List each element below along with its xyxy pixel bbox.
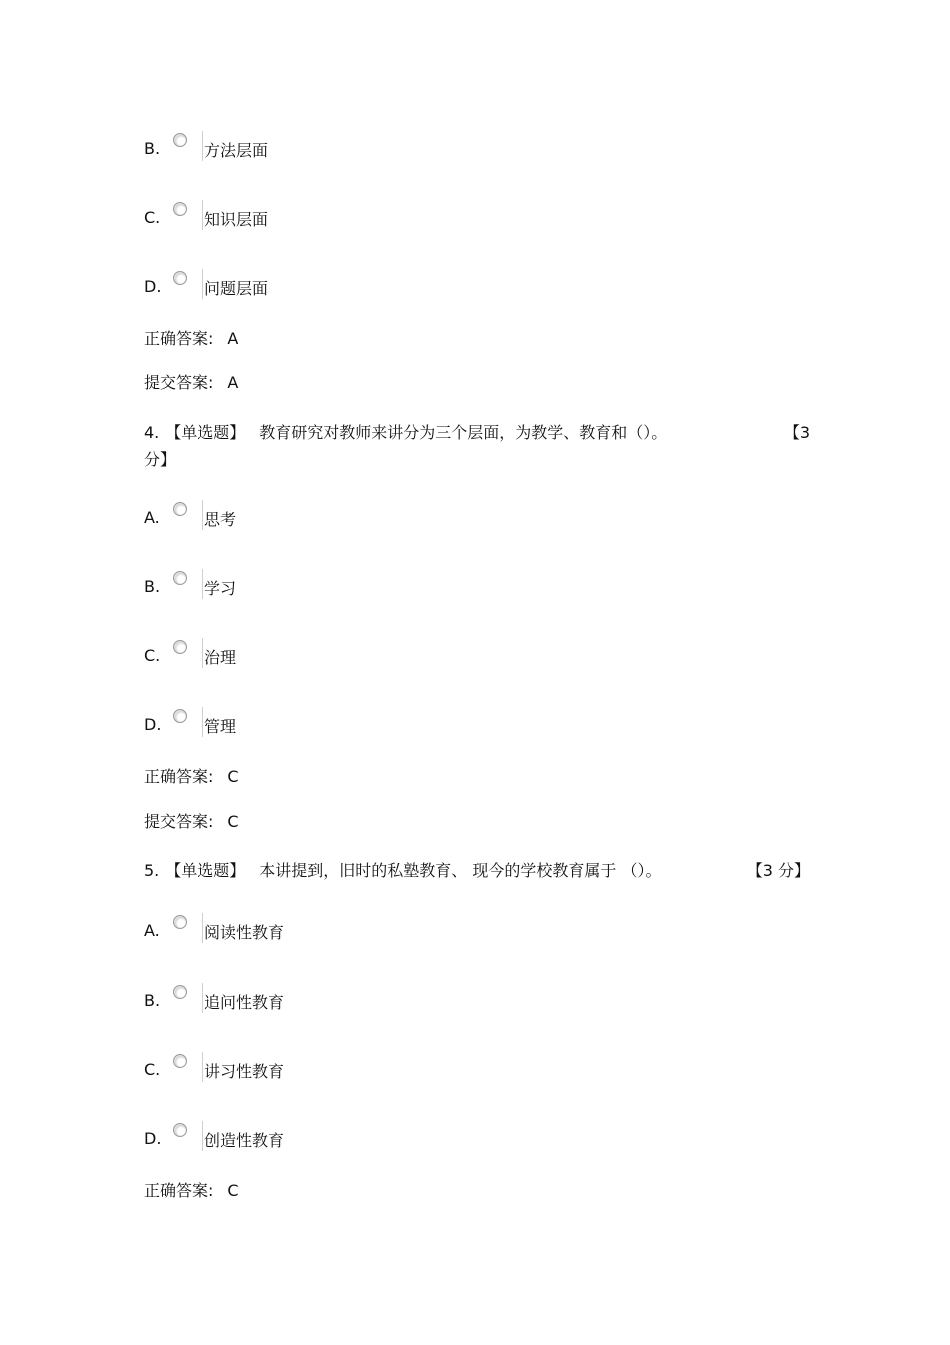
option-text: 方法层面 xyxy=(204,141,269,160)
q5-correct-answer xyxy=(144,1180,239,1202)
option-letter: C. xyxy=(144,1060,161,1079)
question-score-cont: 分】 xyxy=(144,450,177,469)
q4-submitted-answer xyxy=(144,811,239,833)
divider xyxy=(202,500,203,530)
option-text: 知识层面 xyxy=(204,210,269,229)
q4-correct-answer xyxy=(144,766,239,788)
question-stem: 教育研究对教师来讲分为三个层面，为教学、教育和（）。 xyxy=(259,423,668,442)
option-letter: D. xyxy=(144,1129,162,1148)
question-number: 4. xyxy=(144,423,160,442)
option-letter: B. xyxy=(144,991,161,1010)
option-letter: A. xyxy=(144,921,160,940)
q5-header xyxy=(144,857,810,884)
divider xyxy=(202,131,203,161)
radio-button[interactable] xyxy=(173,271,187,285)
radio-button[interactable] xyxy=(173,709,187,723)
correct-answer-label: 正确答案: xyxy=(144,329,214,348)
radio-button[interactable] xyxy=(173,502,187,516)
divider xyxy=(202,269,203,299)
option-text: 问题层面 xyxy=(204,279,269,298)
submitted-answer-value: C xyxy=(227,812,239,831)
divider xyxy=(202,1052,203,1082)
radio-button[interactable] xyxy=(173,640,187,654)
radio-button[interactable] xyxy=(173,133,187,147)
divider xyxy=(202,983,203,1013)
question-type: 【单选题】 xyxy=(165,423,246,442)
correct-answer-label: 正确答案: xyxy=(144,1181,214,1200)
divider xyxy=(202,638,203,668)
option-text: 学习 xyxy=(204,579,237,598)
question-stem: 本讲提到，旧时的私塾教育、 现今的学校教育属于 （）。 xyxy=(259,861,662,880)
q3-correct-answer xyxy=(144,328,238,350)
option-letter: B. xyxy=(144,577,161,596)
divider xyxy=(202,913,203,943)
radio-button[interactable] xyxy=(173,915,187,929)
question-score: 【3 xyxy=(783,423,810,442)
submitted-answer-value: A xyxy=(227,373,239,392)
radio-button[interactable] xyxy=(173,985,187,999)
radio-button[interactable] xyxy=(173,1123,187,1137)
divider xyxy=(202,1121,203,1151)
divider xyxy=(202,569,203,599)
q4-header xyxy=(144,419,810,473)
option-text: 讲习性教育 xyxy=(204,1062,285,1081)
question-type: 【单选题】 xyxy=(165,861,246,880)
option-text: 创造性教育 xyxy=(204,1131,285,1150)
correct-answer-label: 正确答案: xyxy=(144,767,214,786)
option-letter: A. xyxy=(144,508,160,527)
option-letter: B. xyxy=(144,139,161,158)
radio-button[interactable] xyxy=(173,1054,187,1068)
divider xyxy=(202,707,203,737)
option-text: 阅读性教育 xyxy=(204,923,285,942)
option-letter: D. xyxy=(144,715,162,734)
radio-button[interactable] xyxy=(173,202,187,216)
correct-answer-value: A xyxy=(227,329,239,348)
question-score: 【3 分】 xyxy=(746,861,810,880)
divider xyxy=(202,200,203,230)
option-text: 思考 xyxy=(204,510,237,529)
question-number: 5. xyxy=(144,861,160,880)
submitted-answer-label: 提交答案: xyxy=(144,373,214,392)
correct-answer-value: C xyxy=(227,767,239,786)
q3-submitted-answer xyxy=(144,372,238,394)
submitted-answer-label: 提交答案: xyxy=(144,812,214,831)
correct-answer-value: C xyxy=(227,1181,239,1200)
option-letter: C. xyxy=(144,646,161,665)
option-letter: D. xyxy=(144,277,162,296)
radio-button[interactable] xyxy=(173,571,187,585)
option-text: 追问性教育 xyxy=(204,993,285,1012)
option-text: 治理 xyxy=(204,648,237,667)
option-text: 管理 xyxy=(204,717,237,736)
option-letter: C. xyxy=(144,208,161,227)
